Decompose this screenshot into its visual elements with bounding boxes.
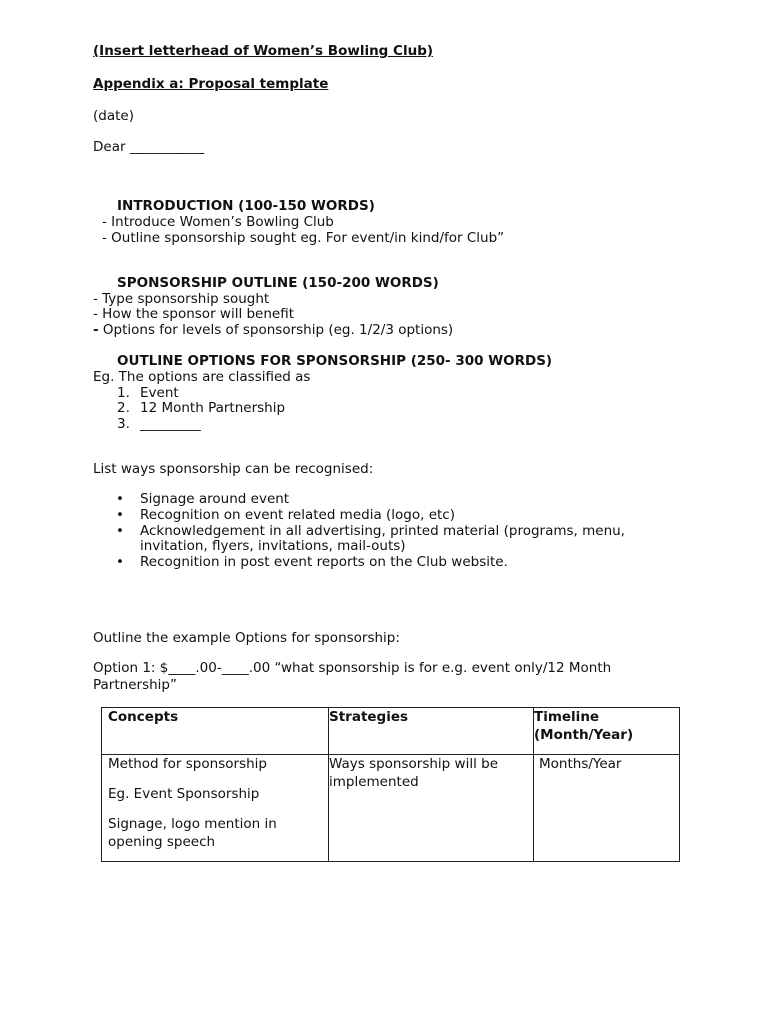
table-row	[102, 755, 680, 862]
bullet-icon: •	[116, 523, 124, 539]
sponsorship-options-table	[101, 707, 680, 862]
example-intro: Outline the example Options for sponsorship:	[93, 630, 400, 646]
concepts-cell-line: Method for sponsorship	[108, 756, 267, 772]
introduction-item: - Outline sponsorship sought eg. For event/in kind/for Club”	[102, 230, 505, 246]
option-number: 2.	[117, 400, 130, 416]
strategies-cell: Ways sponsorship will be implemented	[329, 756, 498, 790]
table-header-cell	[102, 708, 329, 755]
recognition-item-continuation: invitation, flyers, invitations, mail-outs)	[140, 538, 406, 554]
header-concepts: Concepts	[108, 709, 179, 725]
header-timeline-sub: (Month/Year)	[534, 727, 634, 743]
option-item-blank: _________	[140, 416, 201, 432]
recognition-intro: List ways sponsorship can be recognised:	[93, 461, 374, 477]
recognition-item: Recognition on event related media (logo, etc)	[140, 507, 455, 523]
option-1-line: Option 1: $____.00-____.00 “what sponsorship is for e.g. event only/12 Month	[93, 660, 612, 676]
table-cell	[534, 755, 680, 862]
header-timeline: Timeline	[534, 709, 600, 725]
table-cell	[329, 755, 534, 862]
sponsorship-outline-heading: SPONSORSHIP OUTLINE (150-200 WORDS)	[117, 275, 439, 291]
option-1-line-continuation: Partnership”	[93, 677, 177, 693]
outline-options-heading: OUTLINE OPTIONS FOR SPONSORSHIP (250- 300 WORDS)	[117, 353, 553, 369]
sponsorship-outline-item: - Type sponsorship sought	[93, 291, 270, 307]
salutation: Dear ___________	[93, 139, 205, 155]
bold-dash: -	[93, 322, 99, 338]
introduction-item: - Introduce Women’s Bowling Club	[102, 214, 334, 230]
table-header-row	[102, 708, 680, 755]
table-cell	[102, 755, 329, 862]
table-header-cell	[534, 708, 680, 755]
concepts-cell-line: Signage, logo mention in opening speech	[108, 816, 277, 850]
sponsorship-outline-item-text: Options for levels of sponsorship (eg. 1/2/3 options)	[98, 322, 454, 338]
option-number: 3.	[117, 416, 130, 432]
appendix-title: Appendix a: Proposal template	[93, 76, 329, 92]
header-strategies: Strategies	[329, 709, 409, 725]
recognition-item: Signage around event	[140, 491, 290, 507]
concepts-cell-line: Eg. Event Sponsorship	[108, 786, 260, 802]
option-item: 12 Month Partnership	[140, 400, 286, 416]
recognition-item: Acknowledgement in all advertising, printed material (programs, menu,	[140, 523, 625, 539]
introduction-heading: INTRODUCTION (100-150 WORDS)	[117, 198, 375, 214]
option-number: 1.	[117, 385, 130, 401]
timeline-cell: Months/Year	[539, 756, 622, 772]
sponsorship-outline-item	[93, 322, 453, 338]
outline-options-intro: Eg. The options are classified as	[93, 369, 311, 385]
sponsorship-outline-item: - How the sponsor will benefit	[93, 306, 295, 322]
table-header-cell	[329, 708, 534, 755]
letterhead-placeholder: (Insert letterhead of Women’s Bowling Club)	[93, 43, 434, 59]
bullet-icon: •	[116, 491, 124, 507]
option-item: Event	[140, 385, 179, 401]
date-placeholder: (date)	[93, 108, 134, 124]
recognition-item: Recognition in post event reports on the Club website.	[140, 554, 508, 570]
bullet-icon: •	[116, 507, 124, 523]
bullet-icon: •	[116, 554, 124, 570]
